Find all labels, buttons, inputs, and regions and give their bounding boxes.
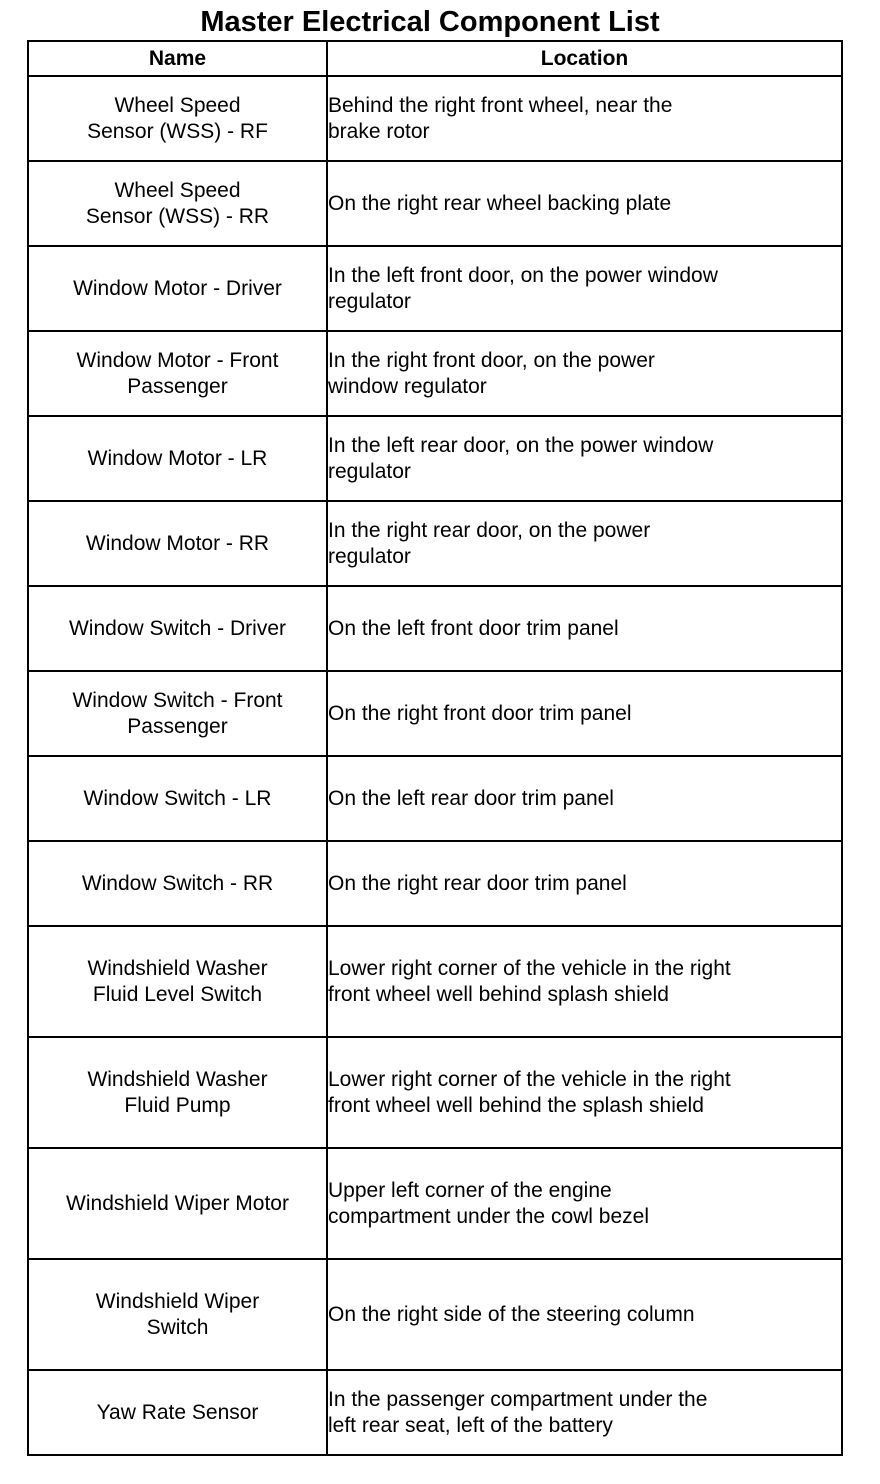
component-table [27,40,843,1456]
table-row [28,246,842,331]
component-name-line: Windshield Wiper Motor [66,1191,289,1215]
component-name-cell [28,246,327,331]
component-name-line: Yaw Rate Sensor [96,1400,259,1424]
component-location-line: In the right rear door, on the power [328,518,651,542]
name-column-header: Name [28,41,327,76]
table-row [28,756,842,841]
component-location-cell [327,586,842,671]
component-location-line: regulator [328,459,411,483]
component-location-line: front wheel well behind the splash shield [328,1093,704,1117]
component-name-line: Window Motor - LR [87,446,268,470]
component-location-line: Behind the right front wheel, near the [328,93,673,117]
component-name-line: Fluid Pump [124,1093,231,1117]
component-name-cell [28,1370,327,1455]
component-location-cell [327,161,842,246]
component-name-line: Wheel Speed [114,178,241,202]
table-row [28,161,842,246]
table-row [28,586,842,671]
component-location-cell [327,1148,842,1259]
component-name-cell [28,416,327,501]
component-location-line: On the right rear door trim panel [328,871,627,895]
component-location-line: On the right front door trim panel [328,701,632,725]
component-name-cell [28,501,327,586]
component-name-line: Window Motor - Driver [73,276,282,300]
table-row [28,331,842,416]
header-row [28,41,842,76]
table-row [28,501,842,586]
component-name-line: Switch [146,1315,209,1339]
component-location-cell [327,246,842,331]
component-name-cell [28,1259,327,1370]
component-location-line: window regulator [328,374,487,398]
component-location-line: Lower right corner of the vehicle in the right [328,956,731,980]
component-location-cell [327,1370,842,1455]
table-row [28,76,842,161]
component-name-line: Fluid Level Switch [92,982,263,1006]
component-name-line: Wheel Speed [114,93,241,117]
component-name-cell [28,331,327,416]
component-name-line: Passenger [127,374,228,398]
component-location-line: On the right side of the steering column [328,1302,695,1326]
component-location-cell [327,1037,842,1148]
component-location-cell [327,926,842,1037]
component-location-cell [327,756,842,841]
component-name-cell [28,926,327,1037]
table-row [28,416,842,501]
component-location-cell [327,671,842,756]
component-location-line: front wheel well behind splash shield [328,982,669,1006]
component-location-line: regulator [328,289,411,313]
table-row [28,1037,842,1148]
table-row [28,1370,842,1455]
component-name-line: Windshield Washer [87,1067,268,1091]
component-location-line: regulator [328,544,411,568]
location-column-header: Location [327,41,842,76]
component-name-cell [28,1037,327,1148]
component-name-line: Window Switch - RR [81,871,274,895]
component-name-line: Window Switch - Front [72,688,283,712]
component-location-line: In the left front door, on the power window [328,263,718,287]
component-name-cell [28,841,327,926]
component-location-line: In the passenger compartment under the [328,1387,708,1411]
table-body [28,76,842,1455]
component-location-cell [327,416,842,501]
table-row [28,1148,842,1259]
component-name-cell [28,756,327,841]
component-location-line: brake rotor [328,119,430,143]
component-name-cell [28,586,327,671]
page-title: Master Electrical Component List [200,6,660,38]
component-name-line: Window Motor - RR [85,531,270,555]
component-location-line: left rear seat, left of the battery [328,1413,613,1437]
component-name-line: Windshield Washer [87,956,268,980]
component-name-cell [28,1148,327,1259]
component-location-cell [327,501,842,586]
component-location-line: In the left rear door, on the power window [328,433,714,457]
component-name-line: Windshield Wiper [95,1289,260,1313]
component-location-cell [327,841,842,926]
component-name-line: Window Switch - LR [83,786,272,810]
component-name-line: Window Motor - Front [76,348,279,372]
component-name-cell [28,671,327,756]
table-row [28,841,842,926]
table-row [28,1259,842,1370]
component-name-line: Window Switch - Driver [68,616,287,640]
component-location-cell [327,76,842,161]
component-location-line: Upper left corner of the engine [328,1178,612,1202]
component-location-line: On the left front door trim panel [328,616,619,640]
component-location-line: In the right front door, on the power [328,348,655,372]
component-name-line: Sensor (WSS) - RR [85,204,270,228]
component-name-cell [28,76,327,161]
table-row [28,926,842,1037]
component-name-cell [28,161,327,246]
component-location-cell [327,331,842,416]
component-name-line: Passenger [127,714,228,738]
component-location-line: On the left rear door trim panel [328,786,614,810]
component-name-line: Sensor (WSS) - RF [87,119,268,143]
component-location-cell [327,1259,842,1370]
component-location-line: Lower right corner of the vehicle in the right [328,1067,731,1091]
component-location-line: compartment under the cowl bezel [328,1204,649,1228]
component-location-line: On the right rear wheel backing plate [328,191,672,215]
table-row [28,671,842,756]
